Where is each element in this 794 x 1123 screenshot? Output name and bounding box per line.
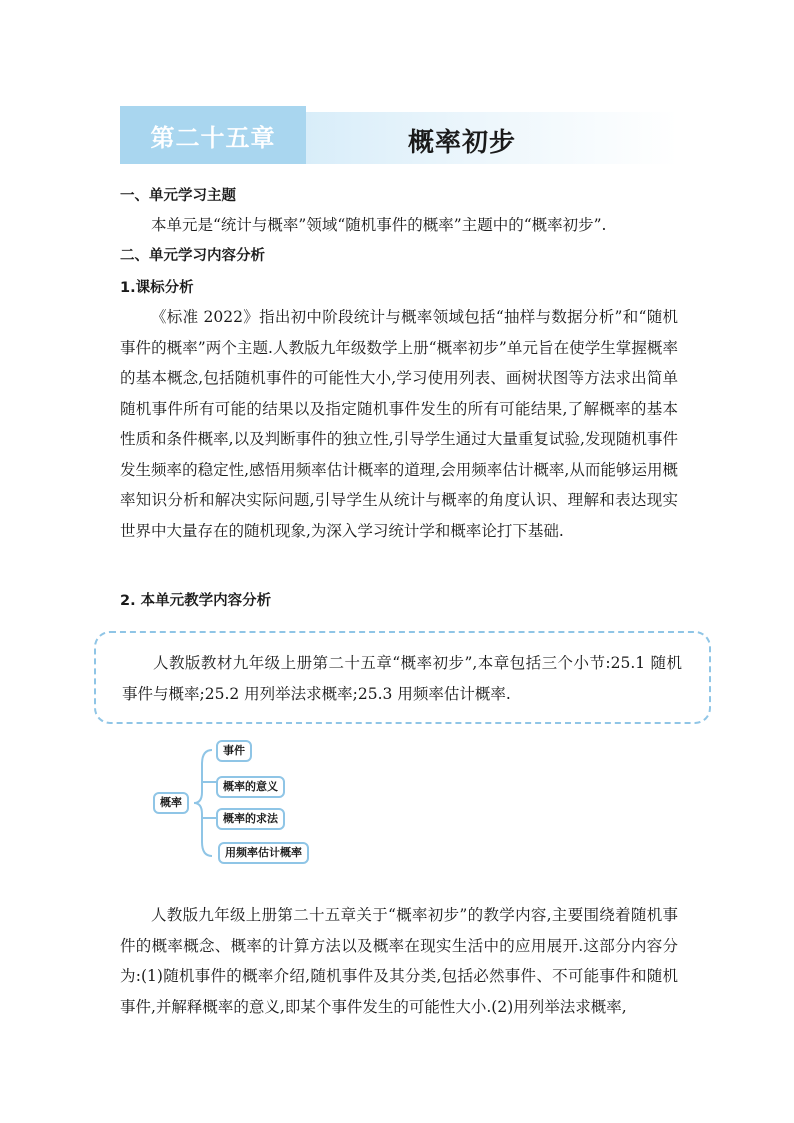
chapter-title: 概率初步 bbox=[408, 128, 517, 158]
tree-root-node: 概率 bbox=[153, 792, 189, 814]
chapter-title-block bbox=[306, 112, 678, 164]
chapter-label-block bbox=[120, 106, 306, 164]
section1-text: 本单元是“统计与概率”领域“随机事件的概率”主题中的“概率初步”. bbox=[151, 216, 607, 234]
subsection1-text: 《标准 2022》指出初中阶段统计与概率领域包括“抽样与数据分析”和“随机事件的概率”两个主题.人教版九年级数学上册“概率初步”单元旨在使学生掌握概率的基本概念,包括随机事件的可能性大小,学习使用列表、画树状图等方法求出简单随机事件所有可能的结果以及指定随机事件发生的所有可能结果,了解概率的基本性质和条件概率,以及判断事件的独立性,引导学生通过大量重复试验,发现随机事件发生频率的稳定性,感悟用频率估计概率的道理,会用频率估计概率,从而能够运用概率知识分析和解决实际问题,引导学生从统计与概率的角度认识、理解和表达现实世界中大量存在的随机现象,为深入学习统计学和概率论打下基础. bbox=[120, 308, 678, 540]
section1-heading: 一、单元学习主题 bbox=[120, 188, 236, 204]
chapter-banner bbox=[120, 106, 678, 166]
section2-heading: 二、单元学习内容分析 bbox=[120, 248, 265, 264]
tree-node-meaning: 概率的意义 bbox=[216, 776, 285, 798]
chapter-summary-box bbox=[94, 631, 711, 724]
subsection1-heading: 1.课标分析 bbox=[120, 280, 194, 296]
chapter-number: 第二十五章 bbox=[150, 123, 276, 152]
tree-node-event: 事件 bbox=[216, 740, 252, 762]
subsection2-heading: 2. 本单元教学内容分析 bbox=[120, 593, 272, 609]
concept-tree bbox=[150, 740, 350, 870]
chapter-summary-text: 人教版教材九年级上册第二十五章“概率初步”,本章包括三个小节:25.1 随机事件与概率;25.2 用列举法求概率;25.3 用频率估计概率. bbox=[122, 654, 682, 703]
content-analysis-text: 人教版九年级上册第二十五章关于“概率初步”的教学内容,主要围绕着随机事件的概率概念、概率的计算方法以及概率在现实生活中的应用展开.这部分内容分为:(1)随机事件的概率介绍,随机事件及其分类,包括必然事件、不可能事件和随机事件,并解释概率的意义,即某个事件发生的可能性大小.(2)用列举法求概率, bbox=[120, 906, 678, 1016]
tree-node-calculation: 概率的求法 bbox=[216, 808, 285, 830]
tree-node-frequency-estimate: 用频率估计概率 bbox=[218, 842, 309, 864]
